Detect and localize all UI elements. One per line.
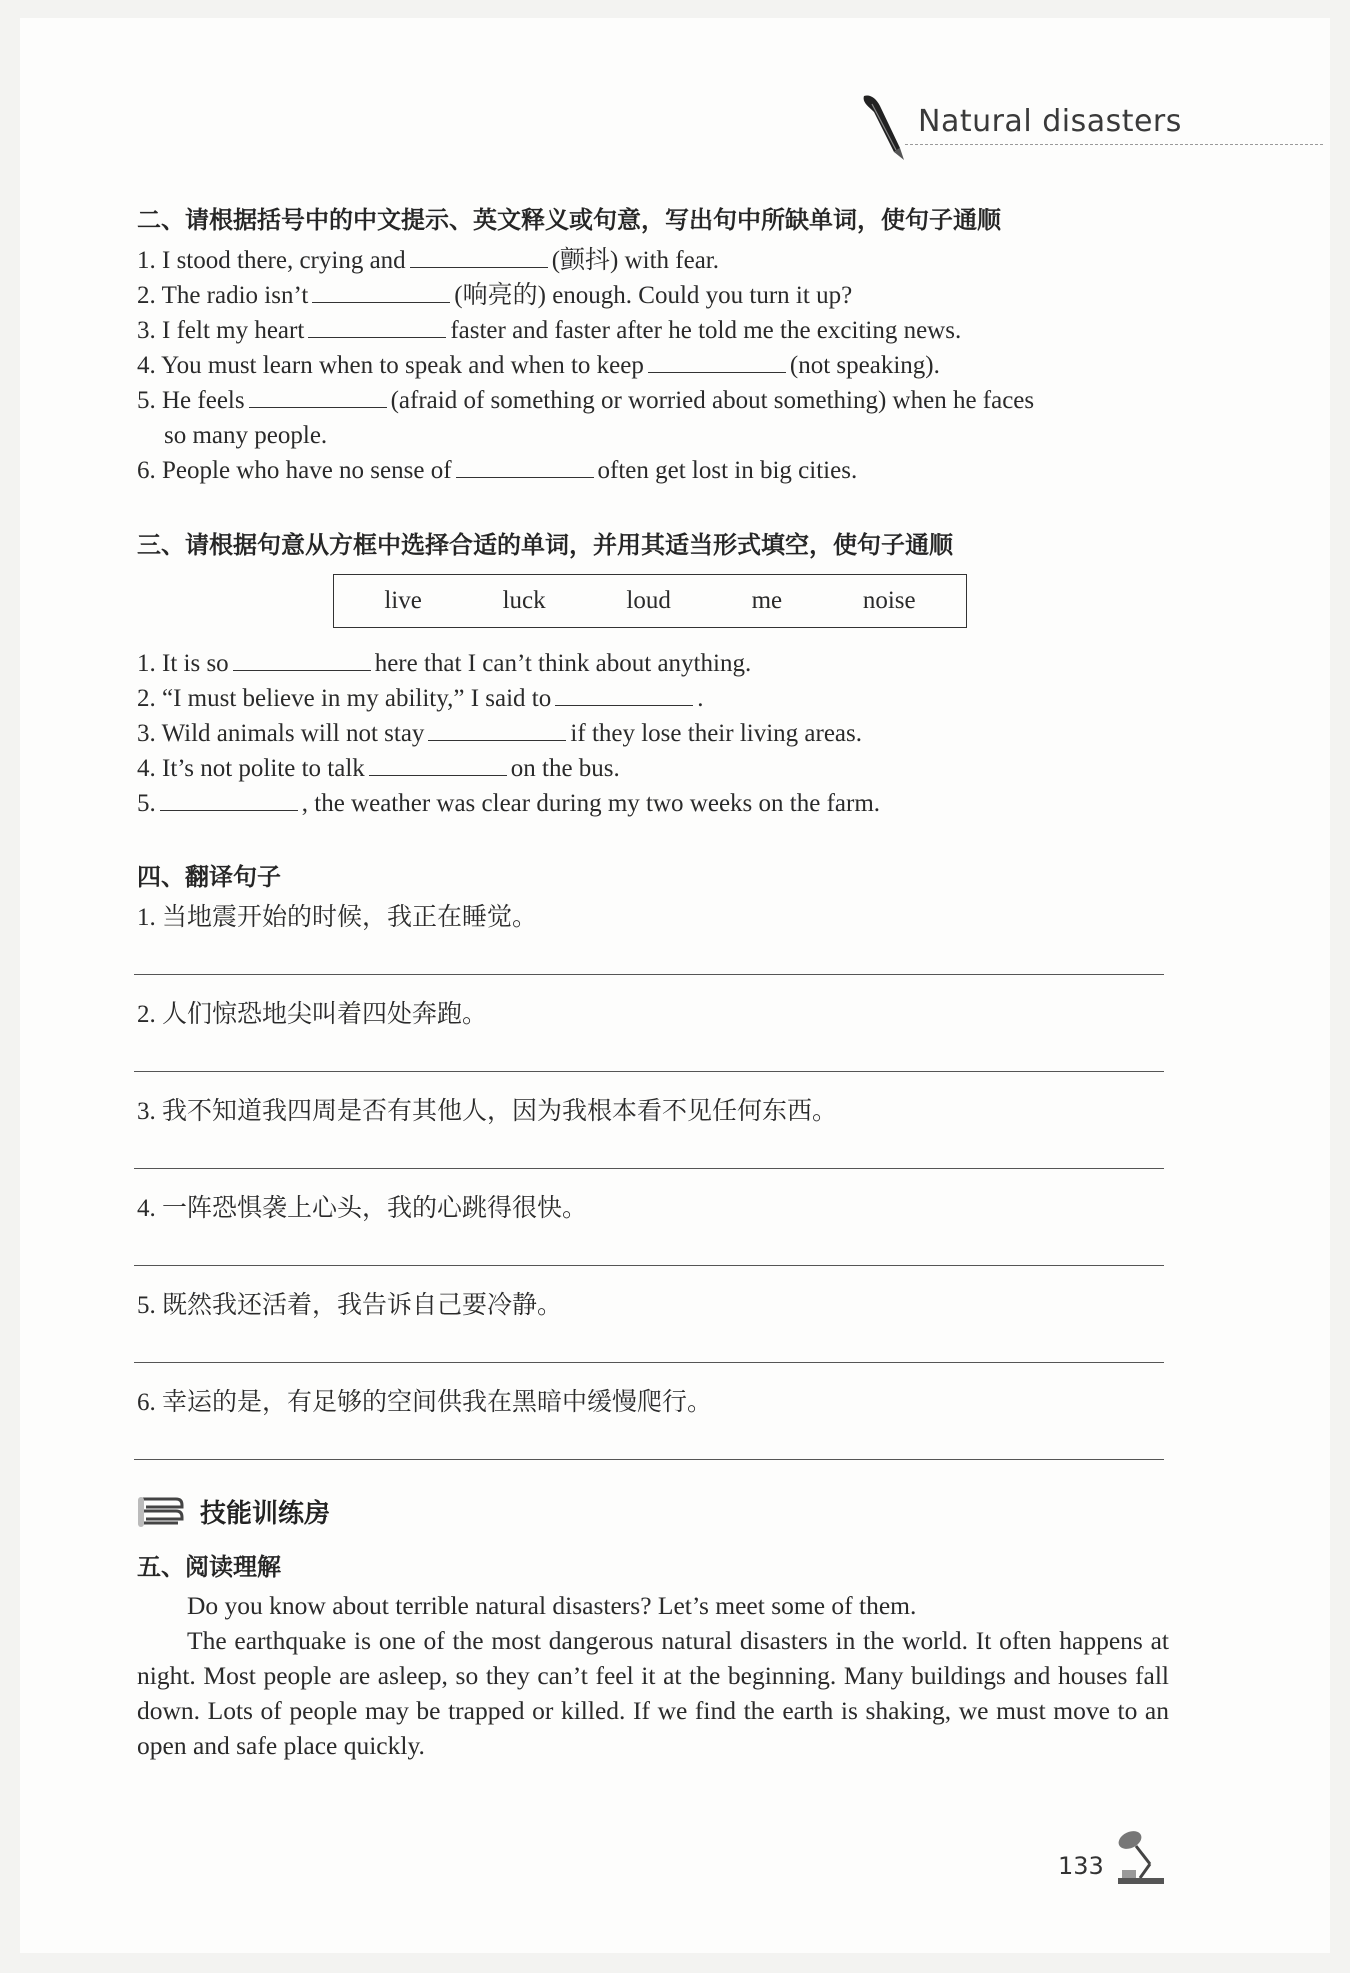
word-bank-item: luck [502,587,546,614]
translation-item-1: 1. 当地震开始的时候，我正在睡觉。 [137,904,538,931]
section2-item-3: 3. I felt my heart faster and faster after he told me the exciting news. [137,313,961,348]
section2-item-1: 1. I stood there, crying and (颤抖) with fear. [137,243,719,278]
section2-item-5: 5. He feels (afraid of something or worried about something) when he faces [137,383,1034,418]
answer-blank[interactable] [456,453,594,478]
header-title: Natural disasters [918,104,1182,139]
section2-heading: 二、请根据括号中的中文提示、英文释义或句意，写出句中所缺单词，使句子通顺 [137,206,1001,234]
answer-line[interactable] [134,1362,1164,1363]
section2-item-4: 4. You must learn when to speak and when to keep (not speaking). [137,348,940,383]
section2-item-5-continued: so many people. [164,422,328,449]
word-bank-item: noise [862,587,916,614]
translation-item-4: 4. 一阵恐惧袭上心头，我的心跳得很快。 [137,1195,588,1222]
section3-item-4: 4. It’s not polite to talk on the bus. [137,751,620,786]
answer-blank[interactable] [249,383,387,408]
answer-blank[interactable] [308,313,446,338]
pen-icon [860,92,910,164]
answer-blank[interactable] [369,751,507,776]
translation-item-2: 2. 人们惊恐地尖叫着四处奔跑。 [137,1001,488,1028]
translation-item-3: 3. 我不知道我四周是否有其他人，因为我根本看不见任何东西。 [137,1098,838,1125]
answer-blank[interactable] [312,278,450,303]
answer-blank[interactable] [233,646,371,671]
section3-item-1: 1. It is so here that I can’t think about anything. [137,646,751,681]
skills-section-title: 技能训练房 [200,1499,331,1529]
section5-heading: 五、阅读理解 [137,1553,281,1581]
answer-blank[interactable] [428,716,566,741]
answer-line[interactable] [134,1168,1164,1169]
reading-paragraph-1: Do you know about terrible natural disasters? Let’s meet some of them. [187,1591,917,1620]
section3-item-5: 5. , the weather was clear during my two weeks on the farm. [137,786,880,821]
books-icon [136,1493,184,1533]
section3-item-2: 2. “I must believe in my ability,” I said to . [137,681,704,716]
section3-heading: 三、请根据句意从方框中选择合适的单词，并用其适当形式填空，使句子通顺 [137,531,953,559]
section4-heading: 四、翻译句子 [137,863,281,891]
answer-line[interactable] [134,974,1164,975]
header-divider [905,144,1323,145]
answer-blank[interactable] [555,681,693,706]
answer-line[interactable] [134,1459,1164,1460]
answer-blank[interactable] [648,348,786,373]
translation-item-5: 5. 既然我还活着，我告诉自己要冷静。 [137,1292,563,1319]
section2-item-6: 6. People who have no sense of often get lost in big cities. [137,453,857,488]
answer-blank[interactable] [160,786,298,811]
word-bank-item: me [751,587,783,614]
translation-item-6: 6. 幸运的是，有足够的空间供我在黑暗中缓慢爬行。 [137,1389,713,1416]
section3-item-3: 3. Wild animals will not stay if they lose their living areas. [137,716,862,751]
word-bank-box [333,574,967,628]
word-bank-item: loud [626,587,671,614]
reading-paragraph-2: The earthquake is one of the most dangerous natural disasters in the world. It often happens at night. Most people are asleep, so they can’t feel it at the beginning. Many buildings and houses fall down. Lots of people may be trapped or killed. If we find the earth is shaking, we must move to an open and safe place quickly. [137,1626,1169,1760]
answer-line[interactable] [134,1071,1164,1072]
section2-item-2: 2. The radio isn’t (响亮的) enough. Could you turn it up? [137,278,852,313]
desk-lamp-icon [1110,1828,1168,1886]
page-number: 133 [1058,1852,1104,1880]
answer-line[interactable] [134,1265,1164,1266]
answer-blank[interactable] [410,243,548,268]
word-bank-item: live [384,587,422,614]
